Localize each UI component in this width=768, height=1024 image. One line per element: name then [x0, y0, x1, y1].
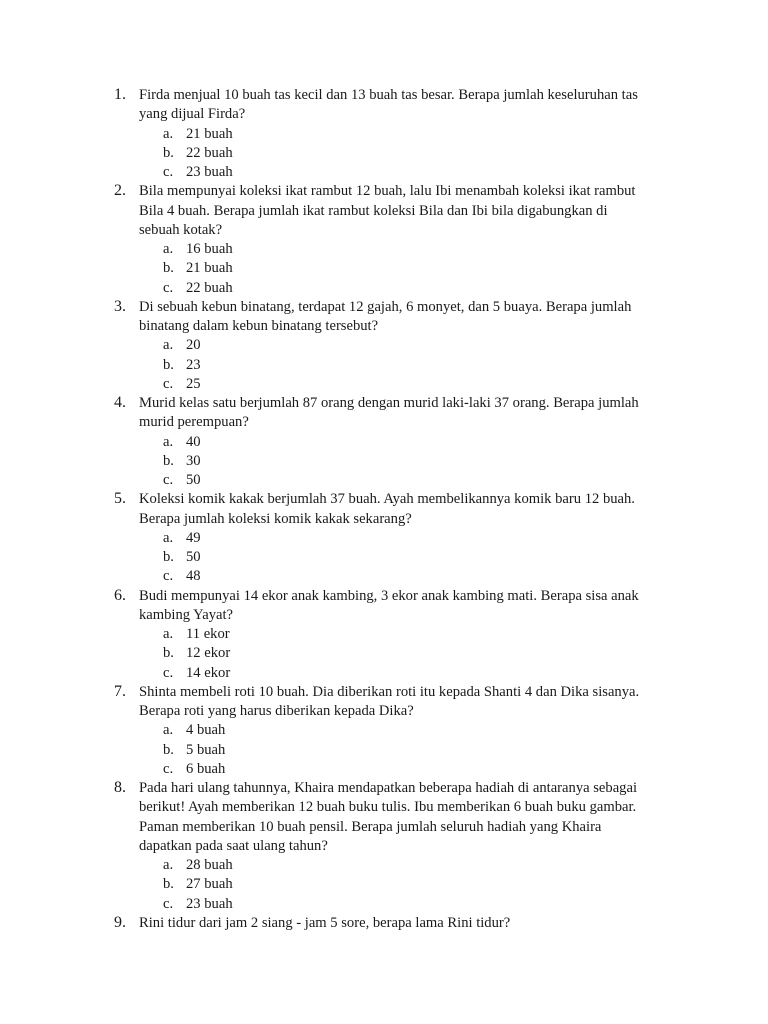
question-item: [0, 86, 768, 182]
answer-option: [0, 279, 768, 298]
option-letter: c.: [163, 472, 174, 488]
question-text: Rini tidur dari jam 2 siang - jam 5 sore, berapa lama Rini tidur?: [139, 914, 511, 931]
answer-option: [0, 644, 768, 663]
question-text: Di sebuah kebun binatang, terdapat 12 gajah, 6 monyet, dan 5 buaya. Berapa jumlah binatang dalam kebun binatang tersebut?: [139, 298, 632, 334]
question-number: 6.: [114, 586, 126, 604]
question-item: [0, 587, 768, 683]
answer-option: [0, 336, 768, 355]
option-letter: a.: [163, 857, 174, 873]
answer-option: [0, 240, 768, 259]
answer-option: [0, 125, 768, 144]
answer-option: [0, 471, 768, 490]
answer-option: [0, 529, 768, 548]
question-item: [0, 394, 768, 490]
option-letter: b.: [163, 452, 174, 469]
answer-option: [0, 375, 768, 394]
option-text: 23 buah: [186, 164, 233, 180]
option-letter: c.: [163, 279, 174, 296]
option-text: 21 buah: [186, 125, 233, 142]
option-letter: a.: [163, 433, 174, 450]
option-text: 6 buah: [186, 760, 226, 777]
option-text: 16 buah: [186, 241, 233, 257]
option-text: 48: [186, 568, 201, 585]
question-number: 7.: [114, 682, 126, 700]
question-number: 2.: [114, 182, 126, 200]
option-text: 27 buah: [186, 876, 233, 893]
answer-option: [0, 356, 768, 375]
option-text: 23 buah: [186, 895, 233, 912]
answer-option: [0, 856, 768, 875]
option-letter: c.: [163, 375, 174, 392]
question-number: 8.: [114, 779, 126, 796]
option-text: 11 ekor: [186, 626, 230, 642]
question-number: 9.: [114, 913, 126, 931]
option-text: 4 buah: [186, 722, 226, 739]
option-text: 22 buah: [186, 144, 233, 161]
question-text: Koleksi komik kakak berjumlah 37 buah. Ayah membelikannya komik baru 12 buah. Berapa jumlah koleksi komik kakak sekarang?: [139, 491, 635, 527]
question-item: [0, 779, 768, 914]
question-number: 5.: [114, 490, 126, 508]
option-letter: c.: [163, 895, 174, 912]
option-letter: a.: [163, 626, 174, 642]
option-text: 50: [186, 549, 201, 565]
option-text: 30: [186, 452, 201, 469]
answer-option: [0, 144, 768, 163]
option-letter: a.: [163, 125, 174, 142]
answer-option: [0, 548, 768, 567]
option-letter: a.: [163, 529, 174, 546]
option-letter: b.: [163, 741, 174, 758]
option-text: 50: [186, 472, 201, 488]
answer-option: [0, 721, 768, 740]
option-text: 40: [186, 433, 201, 450]
option-letter: a.: [163, 241, 174, 257]
question-item: [0, 914, 768, 933]
option-text: 20: [186, 337, 201, 354]
question-text: Firda menjual 10 buah tas kecil dan 13 buah tas besar. Berapa jumlah keseluruhan tas yang dijual Firda?: [139, 87, 638, 123]
option-letter: c.: [163, 760, 174, 777]
option-text: 22 buah: [186, 279, 233, 296]
answer-option: [0, 664, 768, 683]
question-text: Murid kelas satu berjumlah 87 orang dengan murid laki-laki 37 orang. Berapa jumlah murid perempuan?: [139, 395, 639, 431]
answer-option: [0, 163, 768, 182]
answer-option: [0, 567, 768, 586]
question-item: [0, 182, 768, 298]
answer-option: [0, 760, 768, 779]
question-number: 3.: [114, 297, 126, 315]
option-letter: b.: [163, 645, 174, 662]
option-letter: b.: [163, 356, 174, 373]
answer-option: [0, 875, 768, 894]
answer-option: [0, 433, 768, 452]
option-text: 14 ekor: [186, 664, 231, 681]
option-letter: b.: [163, 549, 174, 565]
option-text: 5 buah: [186, 741, 226, 758]
option-letter: b.: [163, 144, 174, 161]
question-text: Shinta membeli roti 10 buah. Dia diberikan roti itu kepada Shanti 4 dan Dika sisanya. Berapa roti yang harus diberikan kepada Dika?: [139, 683, 640, 719]
option-letter: c.: [163, 164, 174, 180]
option-text: 25: [186, 375, 201, 392]
question-number: 4.: [114, 394, 126, 411]
answer-option: [0, 259, 768, 278]
option-text: 49: [186, 529, 201, 546]
option-text: 21 buah: [186, 260, 233, 277]
option-text: 23: [186, 356, 201, 373]
question-list: [0, 86, 768, 933]
option-letter: b.: [163, 260, 174, 277]
option-letter: c.: [163, 664, 174, 681]
answer-option: [0, 741, 768, 760]
question-text: Bila mempunyai koleksi ikat rambut 12 buah, lalu Ibi menambah koleksi ikat rambut Bila 4 buah. Berapa jumlah ikat rambut koleksi Bila dan Ibi bila digabungkan di sebuah kotak?: [139, 183, 636, 238]
option-letter: c.: [163, 568, 174, 585]
option-letter: a.: [163, 337, 174, 354]
option-text: 12 ekor: [186, 645, 231, 662]
question-item: [0, 298, 768, 394]
option-letter: b.: [163, 876, 174, 893]
option-letter: a.: [163, 722, 174, 739]
answer-option: [0, 452, 768, 471]
question-item: [0, 683, 768, 779]
question-text: Budi mempunyai 14 ekor anak kambing, 3 ekor anak kambing mati. Berapa sisa anak kambing Yayat?: [139, 587, 639, 623]
answer-option: [0, 895, 768, 914]
question-text: Pada hari ulang tahunnya, Khaira mendapatkan beberapa hadiah di antaranya sebagai berikut! Ayah memberikan 12 buah buku tulis. Ibu memberikan 6 buah buku gambar. Paman memberikan 10 buah pensil. Berapa jumlah seluruh hadiah yang Khaira dapatkan pada saat ulang tahun?: [139, 780, 637, 854]
option-text: 28 buah: [186, 857, 233, 873]
answer-option: [0, 625, 768, 644]
question-item: [0, 490, 768, 586]
question-number: 1.: [114, 86, 126, 103]
